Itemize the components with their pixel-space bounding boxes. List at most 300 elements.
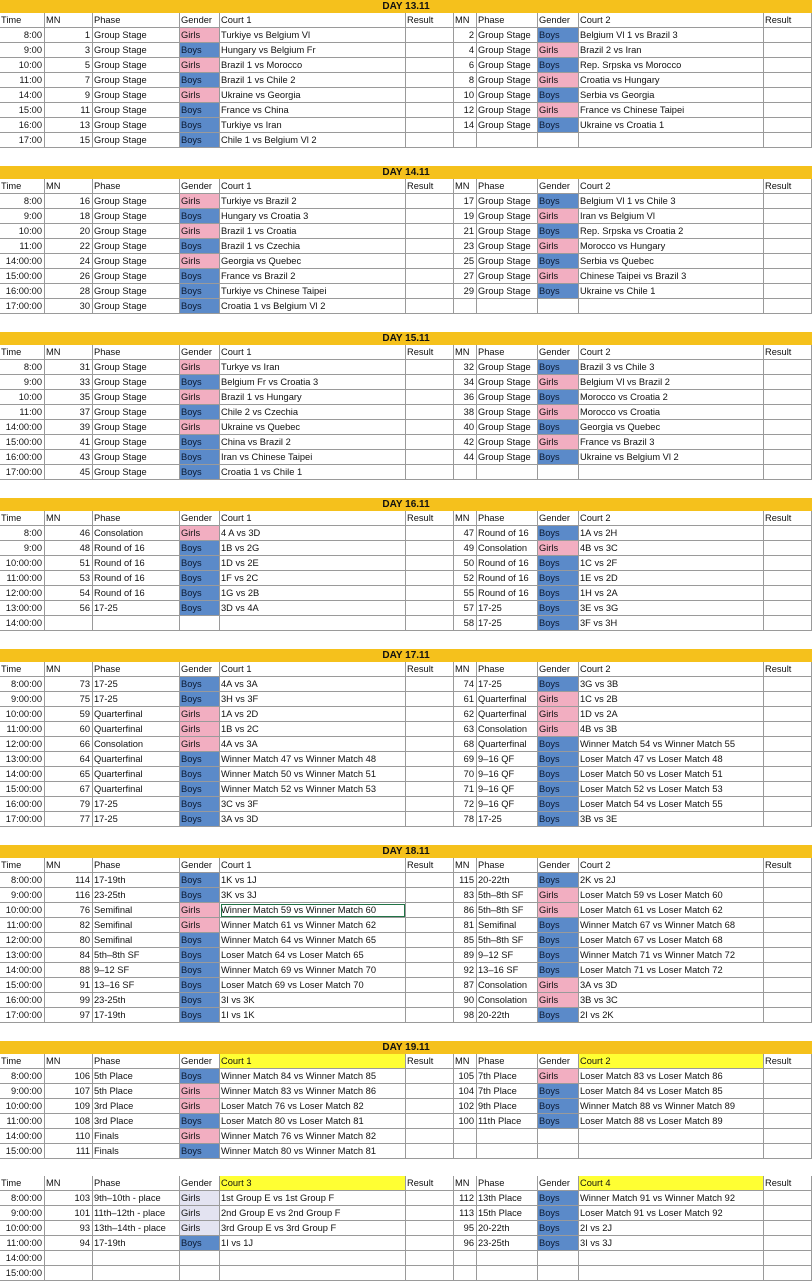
cell-time[interactable]: 11:00:00 <box>0 1236 45 1251</box>
cell-gender1[interactable]: Boys <box>180 405 220 420</box>
cell-time[interactable]: 14:00:00 <box>0 1251 45 1266</box>
cell-time[interactable]: 8:00 <box>0 526 45 541</box>
cell-gender2[interactable]: Boys <box>538 1099 579 1114</box>
cell-match2[interactable]: Georgia vs Quebec <box>579 420 764 435</box>
header-cell-gender[interactable]: Gender <box>180 511 220 526</box>
header-cell-court_b[interactable]: Court 2 <box>579 858 764 873</box>
header-cell-mn[interactable]: MN <box>45 179 93 194</box>
cell-phase1[interactable]: Group Stage <box>93 405 180 420</box>
cell-match1[interactable]: 1D vs 2E <box>220 556 406 571</box>
cell-mn1[interactable]: 26 <box>45 269 93 284</box>
header-cell-result_b[interactable]: Result <box>764 13 812 28</box>
cell-mn2[interactable]: 23 <box>454 239 477 254</box>
cell-match1[interactable]: Turkiye vs Iran <box>220 118 406 133</box>
cell-match2[interactable]: Loser Match 50 vs Loser Match 51 <box>579 767 764 782</box>
cell-time[interactable]: 17:00:00 <box>0 812 45 827</box>
cell-time[interactable]: 9:00:00 <box>0 888 45 903</box>
cell-mn1[interactable]: 15 <box>45 133 93 148</box>
cell-phase1[interactable]: Group Stage <box>93 390 180 405</box>
cell-res2[interactable] <box>764 933 812 948</box>
cell-res1[interactable] <box>406 963 454 978</box>
header-cell-time[interactable]: Time <box>0 13 45 28</box>
cell-res1[interactable] <box>406 375 454 390</box>
cell-match1[interactable]: Brazil 1 vs Chile 2 <box>220 73 406 88</box>
header-cell-time[interactable]: Time <box>0 179 45 194</box>
cell-gender2[interactable]: Girls <box>538 73 579 88</box>
cell-phase2[interactable]: Round of 16 <box>477 526 538 541</box>
cell-match1[interactable]: Winner Match 61 vs Winner Match 62 <box>220 918 406 933</box>
cell-phase2[interactable]: Group Stage <box>477 103 538 118</box>
cell-gender1[interactable]: Boys <box>180 586 220 601</box>
cell-mn2[interactable]: 57 <box>454 601 477 616</box>
cell-res1[interactable] <box>406 888 454 903</box>
cell-phase1[interactable]: Group Stage <box>93 58 180 73</box>
cell-mn1[interactable]: 73 <box>45 677 93 692</box>
header-cell-result_a[interactable]: Result <box>406 1176 454 1191</box>
cell-res2[interactable] <box>764 1084 812 1099</box>
cell-gender1[interactable]: Boys <box>180 601 220 616</box>
cell-mn2[interactable]: 8 <box>454 73 477 88</box>
header-cell-court_b[interactable]: Court 4 <box>579 1176 764 1191</box>
cell-mn2[interactable]: 42 <box>454 435 477 450</box>
cell-res2[interactable] <box>764 1114 812 1129</box>
cell-match2[interactable]: Belgium Vl 1 vs Chile 3 <box>579 194 764 209</box>
cell-match2[interactable]: Loser Match 52 vs Loser Match 53 <box>579 782 764 797</box>
cell-gender2[interactable]: Boys <box>538 616 579 631</box>
header-cell-court_a[interactable]: Court 1 <box>220 1054 406 1069</box>
cell-res1[interactable] <box>406 435 454 450</box>
cell-time[interactable]: 11:00 <box>0 73 45 88</box>
cell-res1[interactable] <box>406 118 454 133</box>
cell-phase2[interactable]: Group Stage <box>477 43 538 58</box>
header-cell-result_a[interactable]: Result <box>406 662 454 677</box>
cell-phase2[interactable]: 13–16 SF <box>477 963 538 978</box>
header-cell-phase2[interactable]: Phase <box>477 662 538 677</box>
cell-phase1[interactable]: Group Stage <box>93 209 180 224</box>
cell-res1[interactable] <box>406 707 454 722</box>
cell-time[interactable]: 11:00:00 <box>0 571 45 586</box>
cell-mn1[interactable]: 60 <box>45 722 93 737</box>
cell-phase2[interactable]: Group Stage <box>477 88 538 103</box>
cell-match2[interactable]: Loser Match 84 vs Loser Match 85 <box>579 1084 764 1099</box>
cell-phase2[interactable]: Group Stage <box>477 58 538 73</box>
cell-phase1[interactable]: Group Stage <box>93 43 180 58</box>
cell-phase2[interactable]: Semifinal <box>477 918 538 933</box>
cell-mn2[interactable]: 61 <box>454 692 477 707</box>
cell-phase2[interactable]: 9–16 QF <box>477 797 538 812</box>
cell-match2[interactable]: France vs Chinese Taipei <box>579 103 764 118</box>
cell-res2[interactable] <box>764 797 812 812</box>
cell-time[interactable]: 15:00:00 <box>0 978 45 993</box>
cell-phase2[interactable] <box>477 1266 538 1281</box>
cell-match2[interactable]: Serbia vs Quebec <box>579 254 764 269</box>
cell-phase1[interactable]: 5th Place <box>93 1069 180 1084</box>
cell-match2[interactable]: Winner Match 88 vs Winner Match 89 <box>579 1099 764 1114</box>
cell-match2[interactable]: 1A vs 2H <box>579 526 764 541</box>
cell-match2[interactable]: 1H vs 2A <box>579 586 764 601</box>
cell-phase1[interactable]: Round of 16 <box>93 586 180 601</box>
cell-time[interactable]: 11:00 <box>0 239 45 254</box>
cell-time[interactable]: 15:00:00 <box>0 1266 45 1281</box>
cell-match2[interactable]: Brazil 3 vs Chile 3 <box>579 360 764 375</box>
cell-phase1[interactable]: Consolation <box>93 737 180 752</box>
header-cell-gender2[interactable]: Gender <box>538 345 579 360</box>
cell-res2[interactable] <box>764 586 812 601</box>
cell-match2[interactable]: Winner Match 67 vs Winner Match 68 <box>579 918 764 933</box>
cell-match2[interactable]: 1C vs 2B <box>579 692 764 707</box>
cell-gender2[interactable]: Boys <box>538 118 579 133</box>
header-cell-gender[interactable]: Gender <box>180 179 220 194</box>
cell-gender1[interactable]: Boys <box>180 209 220 224</box>
header-cell-phase2[interactable]: Phase <box>477 858 538 873</box>
cell-match2[interactable]: Loser Match 88 vs Loser Match 89 <box>579 1114 764 1129</box>
cell-gender1[interactable]: Girls <box>180 254 220 269</box>
cell-phase2[interactable]: 20-22th <box>477 1221 538 1236</box>
cell-time[interactable]: 8:00:00 <box>0 873 45 888</box>
cell-phase1[interactable]: 17-25 <box>93 692 180 707</box>
cell-res2[interactable] <box>764 571 812 586</box>
cell-mn2[interactable]: 95 <box>454 1221 477 1236</box>
cell-mn1[interactable]: 107 <box>45 1084 93 1099</box>
cell-gender1[interactable]: Boys <box>180 812 220 827</box>
cell-gender2[interactable]: Girls <box>538 541 579 556</box>
cell-res2[interactable] <box>764 1251 812 1266</box>
cell-phase1[interactable] <box>93 616 180 631</box>
cell-match2[interactable]: Rep. Srpska vs Croatia 2 <box>579 224 764 239</box>
cell-phase2[interactable]: Group Stage <box>477 360 538 375</box>
cell-mn1[interactable]: 106 <box>45 1069 93 1084</box>
cell-phase2[interactable]: 20-22th <box>477 1008 538 1023</box>
cell-match1[interactable]: 1I vs 1K <box>220 1008 406 1023</box>
header-cell-court_b[interactable]: Court 2 <box>579 345 764 360</box>
cell-mn2[interactable]: 40 <box>454 420 477 435</box>
cell-match2[interactable]: 3A vs 3D <box>579 978 764 993</box>
cell-res2[interactable] <box>764 194 812 209</box>
cell-gender2[interactable] <box>538 1266 579 1281</box>
header-cell-result_b[interactable]: Result <box>764 662 812 677</box>
cell-mn1[interactable]: 20 <box>45 224 93 239</box>
header-cell-mn[interactable]: MN <box>45 1176 93 1191</box>
header-cell-mn2[interactable]: MN <box>454 13 477 28</box>
cell-gender1[interactable]: Boys <box>180 993 220 1008</box>
cell-mn1[interactable]: 101 <box>45 1206 93 1221</box>
cell-phase2[interactable]: 9–12 SF <box>477 948 538 963</box>
header-cell-court_a[interactable]: Court 1 <box>220 858 406 873</box>
cell-phase1[interactable]: Consolation <box>93 526 180 541</box>
cell-res1[interactable] <box>406 1099 454 1114</box>
cell-res2[interactable] <box>764 948 812 963</box>
header-cell-mn2[interactable]: MN <box>454 662 477 677</box>
cell-gender1[interactable]: Girls <box>180 224 220 239</box>
cell-phase1[interactable]: Group Stage <box>93 118 180 133</box>
cell-match2[interactable]: Winner Match 71 vs Winner Match 72 <box>579 948 764 963</box>
cell-gender2[interactable]: Boys <box>538 767 579 782</box>
cell-gender2[interactable]: Boys <box>538 58 579 73</box>
cell-phase1[interactable]: Quarterfinal <box>93 707 180 722</box>
cell-gender1[interactable]: Girls <box>180 903 220 918</box>
cell-phase2[interactable]: Round of 16 <box>477 586 538 601</box>
cell-mn2[interactable] <box>454 1251 477 1266</box>
cell-match1[interactable]: 4A vs 3A <box>220 677 406 692</box>
cell-mn1[interactable]: 39 <box>45 420 93 435</box>
cell-time[interactable]: 14:00:00 <box>0 254 45 269</box>
cell-gender2[interactable]: Boys <box>538 601 579 616</box>
cell-mn2[interactable]: 25 <box>454 254 477 269</box>
cell-res2[interactable] <box>764 28 812 43</box>
cell-res2[interactable] <box>764 918 812 933</box>
cell-res1[interactable] <box>406 465 454 480</box>
cell-mn1[interactable]: 48 <box>45 541 93 556</box>
cell-phase1[interactable]: Semifinal <box>93 903 180 918</box>
cell-match2[interactable]: Loser Match 71 vs Loser Match 72 <box>579 963 764 978</box>
cell-gender2[interactable]: Girls <box>538 1069 579 1084</box>
cell-time[interactable]: 17:00:00 <box>0 465 45 480</box>
cell-gender2[interactable]: Boys <box>538 948 579 963</box>
cell-phase1[interactable]: Group Stage <box>93 28 180 43</box>
cell-gender2[interactable]: Girls <box>538 903 579 918</box>
cell-match1[interactable]: 1K vs 1J <box>220 873 406 888</box>
cell-res2[interactable] <box>764 43 812 58</box>
cell-match1[interactable]: Winner Match 59 vs Winner Match 60 <box>220 903 406 918</box>
cell-match2[interactable]: Iran vs Belgium Vl <box>579 209 764 224</box>
cell-time[interactable]: 8:00:00 <box>0 1069 45 1084</box>
cell-mn2[interactable] <box>454 1266 477 1281</box>
cell-gender2[interactable]: Girls <box>538 43 579 58</box>
header-cell-mn[interactable]: MN <box>45 13 93 28</box>
header-cell-result_b[interactable]: Result <box>764 511 812 526</box>
cell-time[interactable]: 14:00:00 <box>0 767 45 782</box>
cell-gender1[interactable]: Boys <box>180 1069 220 1084</box>
cell-gender2[interactable] <box>538 299 579 314</box>
cell-mn1[interactable]: 54 <box>45 586 93 601</box>
cell-mn2[interactable] <box>454 133 477 148</box>
cell-phase1[interactable]: 17-25 <box>93 797 180 812</box>
cell-match2[interactable]: 3B vs 3C <box>579 993 764 1008</box>
cell-gender2[interactable]: Boys <box>538 1114 579 1129</box>
cell-res2[interactable] <box>764 812 812 827</box>
cell-mn2[interactable]: 17 <box>454 194 477 209</box>
cell-mn2[interactable]: 100 <box>454 1114 477 1129</box>
cell-phase1[interactable]: Group Stage <box>93 450 180 465</box>
cell-res1[interactable] <box>406 948 454 963</box>
cell-phase1[interactable]: Group Stage <box>93 73 180 88</box>
cell-gender1[interactable]: Boys <box>180 948 220 963</box>
cell-res2[interactable] <box>764 435 812 450</box>
cell-gender2[interactable]: Girls <box>538 692 579 707</box>
header-cell-court_a[interactable]: Court 1 <box>220 13 406 28</box>
cell-gender2[interactable]: Boys <box>538 812 579 827</box>
cell-match1[interactable]: Winner Match 76 vs Winner Match 82 <box>220 1129 406 1144</box>
cell-match2[interactable]: Morocco vs Hungary <box>579 239 764 254</box>
cell-time[interactable]: 12:00:00 <box>0 586 45 601</box>
cell-match1[interactable]: Winner Match 47 vs Winner Match 48 <box>220 752 406 767</box>
cell-phase2[interactable]: 23-25th <box>477 1236 538 1251</box>
cell-gender2[interactable] <box>538 1129 579 1144</box>
cell-mn2[interactable]: 10 <box>454 88 477 103</box>
cell-gender2[interactable]: Boys <box>538 1221 579 1236</box>
header-cell-phase[interactable]: Phase <box>93 1176 180 1191</box>
cell-phase2[interactable]: 5th–8th SF <box>477 933 538 948</box>
cell-time[interactable]: 9:00:00 <box>0 1206 45 1221</box>
cell-phase1[interactable]: Group Stage <box>93 224 180 239</box>
cell-gender2[interactable]: Boys <box>538 1206 579 1221</box>
cell-phase2[interactable]: 17-25 <box>477 812 538 827</box>
cell-res1[interactable] <box>406 360 454 375</box>
cell-mn2[interactable]: 102 <box>454 1099 477 1114</box>
cell-mn2[interactable]: 38 <box>454 405 477 420</box>
cell-match2[interactable]: Croatia vs Hungary <box>579 73 764 88</box>
cell-res1[interactable] <box>406 767 454 782</box>
cell-phase2[interactable]: Group Stage <box>477 28 538 43</box>
header-cell-result_a[interactable]: Result <box>406 13 454 28</box>
header-cell-time[interactable]: Time <box>0 858 45 873</box>
cell-mn2[interactable]: 92 <box>454 963 477 978</box>
cell-gender2[interactable] <box>538 465 579 480</box>
cell-phase1[interactable]: 3rd Place <box>93 1099 180 1114</box>
cell-match2[interactable] <box>579 1144 764 1159</box>
cell-res1[interactable] <box>406 903 454 918</box>
cell-gender2[interactable]: Boys <box>538 556 579 571</box>
cell-mn1[interactable]: 35 <box>45 390 93 405</box>
cell-phase2[interactable]: Group Stage <box>477 420 538 435</box>
cell-gender2[interactable]: Girls <box>538 722 579 737</box>
cell-gender1[interactable]: Boys <box>180 571 220 586</box>
cell-phase1[interactable]: Finals <box>93 1144 180 1159</box>
header-cell-gender[interactable]: Gender <box>180 1054 220 1069</box>
cell-mn2[interactable]: 6 <box>454 58 477 73</box>
header-cell-court_a[interactable]: Court 1 <box>220 179 406 194</box>
cell-mn1[interactable]: 88 <box>45 963 93 978</box>
cell-res2[interactable] <box>764 1191 812 1206</box>
cell-mn2[interactable]: 105 <box>454 1069 477 1084</box>
cell-phase2[interactable] <box>477 299 538 314</box>
header-cell-court_a[interactable]: Court 1 <box>220 345 406 360</box>
cell-match1[interactable] <box>220 1251 406 1266</box>
cell-mn1[interactable]: 11 <box>45 103 93 118</box>
cell-gender2[interactable]: Girls <box>538 405 579 420</box>
cell-res1[interactable] <box>406 103 454 118</box>
cell-res1[interactable] <box>406 254 454 269</box>
header-cell-result_b[interactable]: Result <box>764 1054 812 1069</box>
cell-time[interactable]: 14:00:00 <box>0 963 45 978</box>
cell-phase2[interactable]: Group Stage <box>477 405 538 420</box>
cell-mn1[interactable]: 108 <box>45 1114 93 1129</box>
cell-match2[interactable]: 4B vs 3C <box>579 541 764 556</box>
cell-res2[interactable] <box>764 209 812 224</box>
cell-gender1[interactable]: Boys <box>180 133 220 148</box>
cell-phase2[interactable] <box>477 1251 538 1266</box>
cell-res1[interactable] <box>406 752 454 767</box>
cell-match2[interactable]: Belgium Vl vs Brazil 2 <box>579 375 764 390</box>
cell-mn2[interactable]: 47 <box>454 526 477 541</box>
cell-gender2[interactable] <box>538 133 579 148</box>
cell-res1[interactable] <box>406 556 454 571</box>
cell-gender1[interactable]: Boys <box>180 797 220 812</box>
cell-gender2[interactable]: Girls <box>538 269 579 284</box>
cell-time[interactable]: 10:00:00 <box>0 1221 45 1236</box>
cell-res1[interactable] <box>406 1191 454 1206</box>
cell-res2[interactable] <box>764 978 812 993</box>
cell-phase2[interactable]: 9–16 QF <box>477 752 538 767</box>
cell-phase1[interactable]: 17-19th <box>93 873 180 888</box>
cell-gender2[interactable]: Boys <box>538 586 579 601</box>
cell-res1[interactable] <box>406 978 454 993</box>
cell-res2[interactable] <box>764 465 812 480</box>
cell-time[interactable]: 11:00:00 <box>0 722 45 737</box>
cell-mn2[interactable]: 90 <box>454 993 477 1008</box>
cell-match1[interactable]: Brazil 1 vs Hungary <box>220 390 406 405</box>
cell-match2[interactable]: 3B vs 3E <box>579 812 764 827</box>
cell-mn2[interactable]: 112 <box>454 1191 477 1206</box>
cell-match2[interactable]: Ukraine vs Croatia 1 <box>579 118 764 133</box>
cell-time[interactable]: 14:00:00 <box>0 1129 45 1144</box>
cell-gender2[interactable]: Boys <box>538 1191 579 1206</box>
cell-time[interactable]: 13:00:00 <box>0 601 45 616</box>
cell-phase1[interactable]: Group Stage <box>93 360 180 375</box>
cell-time[interactable]: 15:00:00 <box>0 1144 45 1159</box>
header-cell-court_a[interactable]: Court 1 <box>220 662 406 677</box>
header-cell-phase[interactable]: Phase <box>93 345 180 360</box>
cell-gender2[interactable]: Boys <box>538 1084 579 1099</box>
cell-gender2[interactable]: Girls <box>538 375 579 390</box>
cell-time[interactable]: 15:00:00 <box>0 435 45 450</box>
cell-phase2[interactable]: 9th Place <box>477 1099 538 1114</box>
cell-res1[interactable] <box>406 133 454 148</box>
cell-res2[interactable] <box>764 239 812 254</box>
cell-match1[interactable]: Croatia 1 vs Chile 1 <box>220 465 406 480</box>
cell-gender2[interactable]: Boys <box>538 752 579 767</box>
cell-res1[interactable] <box>406 1206 454 1221</box>
cell-res2[interactable] <box>764 903 812 918</box>
cell-mn1[interactable]: 3 <box>45 43 93 58</box>
cell-phase2[interactable]: Round of 16 <box>477 571 538 586</box>
cell-gender1[interactable]: Boys <box>180 556 220 571</box>
cell-match1[interactable]: Hungary vs Belgium Fr <box>220 43 406 58</box>
cell-res1[interactable] <box>406 541 454 556</box>
cell-gender1[interactable]: Boys <box>180 677 220 692</box>
cell-phase2[interactable]: Quarterfinal <box>477 737 538 752</box>
cell-gender1[interactable]: Girls <box>180 707 220 722</box>
cell-gender1[interactable]: Boys <box>180 239 220 254</box>
cell-gender1[interactable]: Boys <box>180 888 220 903</box>
cell-mn2[interactable]: 86 <box>454 903 477 918</box>
cell-phase2[interactable]: Round of 16 <box>477 556 538 571</box>
cell-time[interactable]: 16:00 <box>0 118 45 133</box>
header-cell-result_a[interactable]: Result <box>406 179 454 194</box>
cell-res1[interactable] <box>406 28 454 43</box>
cell-res1[interactable] <box>406 1221 454 1236</box>
cell-gender1[interactable]: Boys <box>180 118 220 133</box>
cell-match1[interactable]: Hungary vs Croatia 3 <box>220 209 406 224</box>
header-cell-gender[interactable]: Gender <box>180 858 220 873</box>
cell-match1[interactable]: 1A vs 2D <box>220 707 406 722</box>
cell-gender1[interactable]: Boys <box>180 978 220 993</box>
cell-phase2[interactable]: Group Stage <box>477 435 538 450</box>
header-cell-phase2[interactable]: Phase <box>477 13 538 28</box>
header-cell-phase2[interactable]: Phase <box>477 345 538 360</box>
cell-res1[interactable] <box>406 269 454 284</box>
cell-gender2[interactable]: Boys <box>538 933 579 948</box>
header-cell-gender2[interactable]: Gender <box>538 1176 579 1191</box>
cell-phase2[interactable] <box>477 1129 538 1144</box>
cell-gender1[interactable]: Girls <box>180 88 220 103</box>
cell-phase1[interactable]: Quarterfinal <box>93 782 180 797</box>
header-cell-phase2[interactable]: Phase <box>477 179 538 194</box>
cell-res1[interactable] <box>406 1008 454 1023</box>
cell-match1[interactable]: Iran vs Chinese Taipei <box>220 450 406 465</box>
cell-match2[interactable]: 1C vs 2F <box>579 556 764 571</box>
header-cell-phase[interactable]: Phase <box>93 1054 180 1069</box>
